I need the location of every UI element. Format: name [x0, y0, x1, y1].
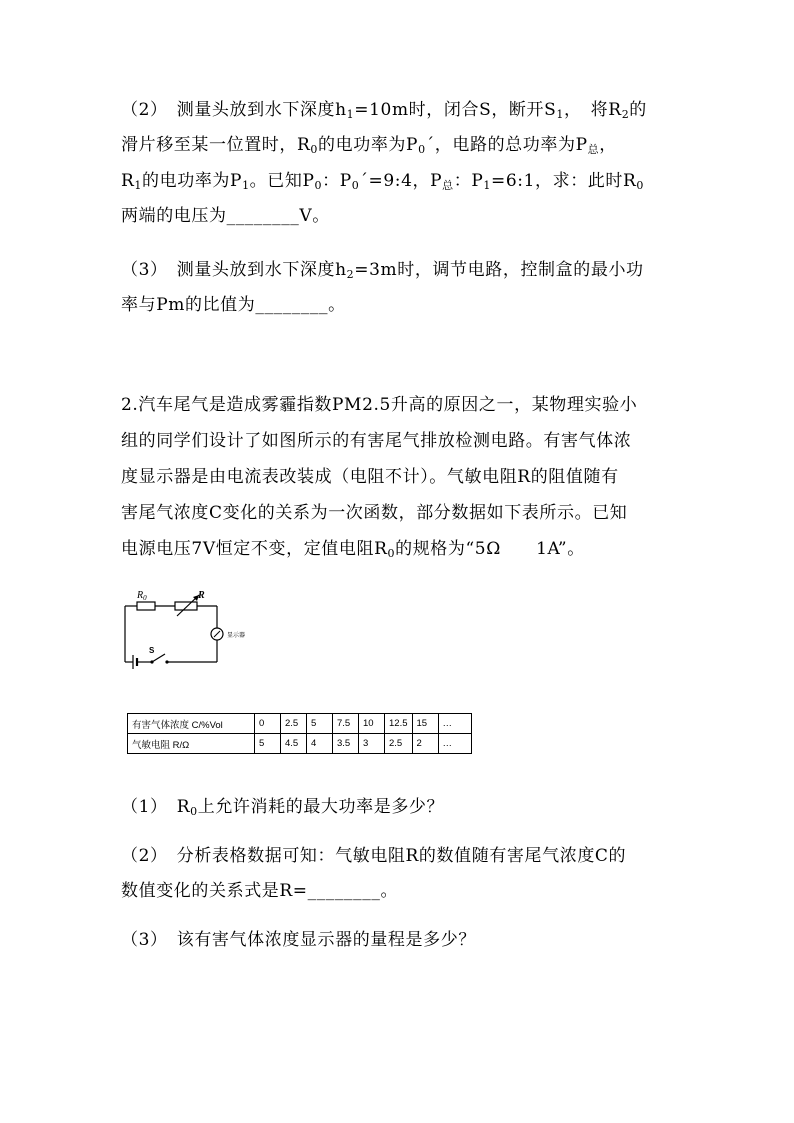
meter-label: 显示器 [227, 632, 246, 639]
table-row [128, 734, 472, 754]
q2-stem-line2: 组的同学们设计了如图所示的有害尾气排放检测电路。有害气体浓 [121, 431, 632, 451]
table-cell-header: 气敏电阻 R/Ω [128, 734, 255, 754]
table-cell: 5 [307, 714, 333, 734]
table-cell: 12.5 [385, 714, 413, 734]
q2-sub2-line2: 数值变化的关系式是R=________。 [121, 881, 399, 901]
table-row [128, 714, 472, 734]
q1-part2-line2: 滑片移至某一位置时，$R_0$的电功率为$P_0´$，电路的总功率为$P_总$， [121, 135, 617, 156]
q2-sub2-line1: （2） 分析表格数据可知：气敏电阻R的数值随有害尾气浓度C的 [121, 846, 627, 866]
q2-stem-line1: 2.汽车尾气是造成雾霾指数PM2.5升高的原因之一，某物理实验小 [121, 395, 638, 415]
r0-resistor [137, 602, 155, 610]
q1-part2-line3: $R_1$的电功率为$P_1$。已知$P_0$：$P_0´=9:4$，$P_总$：$P_1=6:1$，求：此时$R_0$ [121, 171, 644, 192]
q1-part3-line2: 率与Pm的比值为________。 [121, 295, 346, 315]
q2-sub3: （3） 该有害气体浓度显示器的量程是多少？ [121, 930, 476, 950]
circuit-diagram [117, 586, 253, 674]
table-cell-header: 有害气体浓度 C/%Vol [128, 714, 255, 734]
gas-sensor-resistor [175, 602, 197, 610]
q2-stem-line3: 度显示器是由电流表改装成（电阻不计）。气敏电阻R的阻值随有 [121, 467, 619, 487]
table-cell: 2.5 [385, 734, 413, 754]
table-cell: 10 [359, 714, 385, 734]
table-cell: 3 [359, 734, 385, 754]
table-cell: 7.5 [333, 714, 359, 734]
q1-part2-line4: 两端的电压为________V。 [121, 206, 330, 226]
table-cell: 5 [255, 734, 281, 754]
q2-stem-line5: 电源电压7V恒定不变，定值电阻$R_0$的规格为“5Ω 1A”。 [121, 539, 585, 560]
data-table [127, 713, 472, 754]
switch-lever [152, 654, 165, 662]
r-label: R [198, 590, 205, 601]
table-cell: 15 [412, 714, 438, 734]
table-cell: 0 [255, 714, 281, 734]
q1-part3-line1: （3） 测量头放到水下深度$h_2=3m$时，调节电路，控制盒的最小功 [121, 260, 644, 281]
table-cell: 3.5 [333, 734, 359, 754]
table-cell: … [438, 734, 471, 754]
q1-part2-line1: （2） 测量头放到水下深度$h_1=10m$时，闭合S，断开$S_1$， 将$R_2$的 [121, 100, 647, 121]
table-cell: 2.5 [281, 714, 307, 734]
r0-label: $R_0$ [137, 590, 147, 602]
q2-sub1: （1） $R_0$上允许消耗的最大功率是多少？ [121, 797, 445, 818]
table-cell: 4 [307, 734, 333, 754]
table-cell: … [438, 714, 471, 734]
q2-stem-line4: 害尾气浓度C变化的关系为一次函数，部分数据如下表所示。已知 [121, 503, 628, 523]
switch-label: S [149, 646, 155, 655]
table-cell: 4.5 [281, 734, 307, 754]
table-cell: 2 [412, 734, 438, 754]
